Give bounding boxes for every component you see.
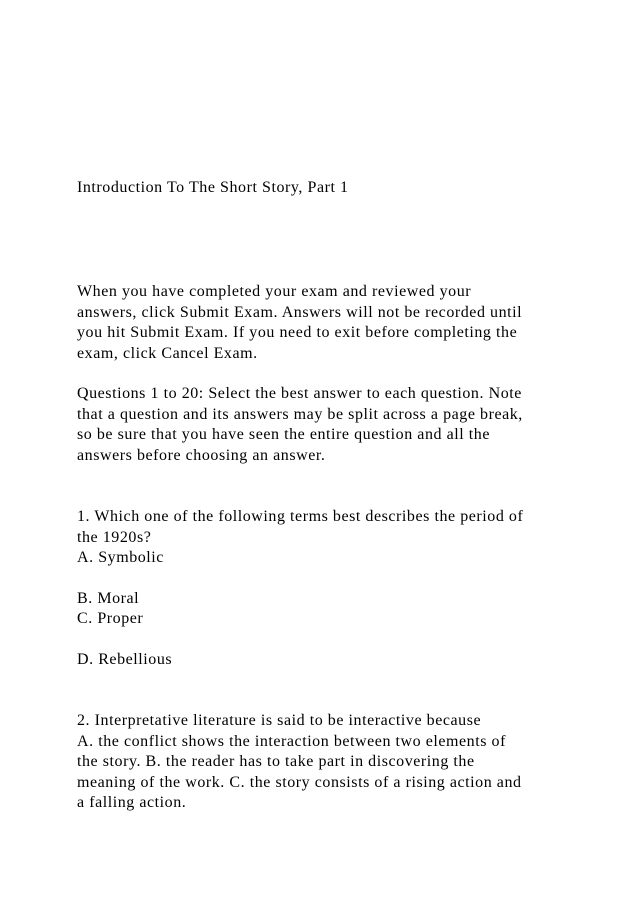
question-prompt-line: 1. Which one of the following terms best describes the period of (77, 508, 524, 525)
instructions-line: you hit Submit Exam. If you need to exit before completing the (77, 324, 518, 341)
question-prompt-line: 2. Interpretative literature is said to be interactive because (77, 712, 482, 729)
question-prompt-line: a falling action. (77, 794, 187, 811)
section-note-line: so be sure that you have seen the entire question and all the (77, 426, 490, 443)
section-note-line: that a question and its answers may be split across a page break, (77, 406, 523, 423)
instructions-line: answers, click Submit Exam. Answers will not be recorded until (77, 304, 523, 321)
document-title: Introduction To The Short Story, Part 1 (77, 179, 349, 196)
section-note-line: Questions 1 to 20: Select the best answer to each question. Note (77, 385, 522, 402)
answer-option-b: B. Moral (77, 590, 140, 607)
section-note-line: answers before choosing an answer. (77, 447, 326, 464)
instructions-line: When you have completed your exam and reviewed your (77, 283, 472, 300)
answer-option-a: A. Symbolic (77, 549, 164, 566)
answer-option-d: D. Rebellious (77, 651, 173, 668)
question-prompt-line: A. the conflict shows the interaction between two elements of (77, 733, 506, 750)
question-prompt-line: meaning of the work. C. the story consists of a rising action and (77, 774, 522, 791)
question-prompt-line: the story. B. the reader has to take part in discovering the (77, 753, 475, 770)
question-prompt-line: the 1920s? (77, 529, 152, 546)
answer-option-c: C. Proper (77, 610, 144, 627)
instructions-line: exam, click Cancel Exam. (77, 345, 258, 362)
